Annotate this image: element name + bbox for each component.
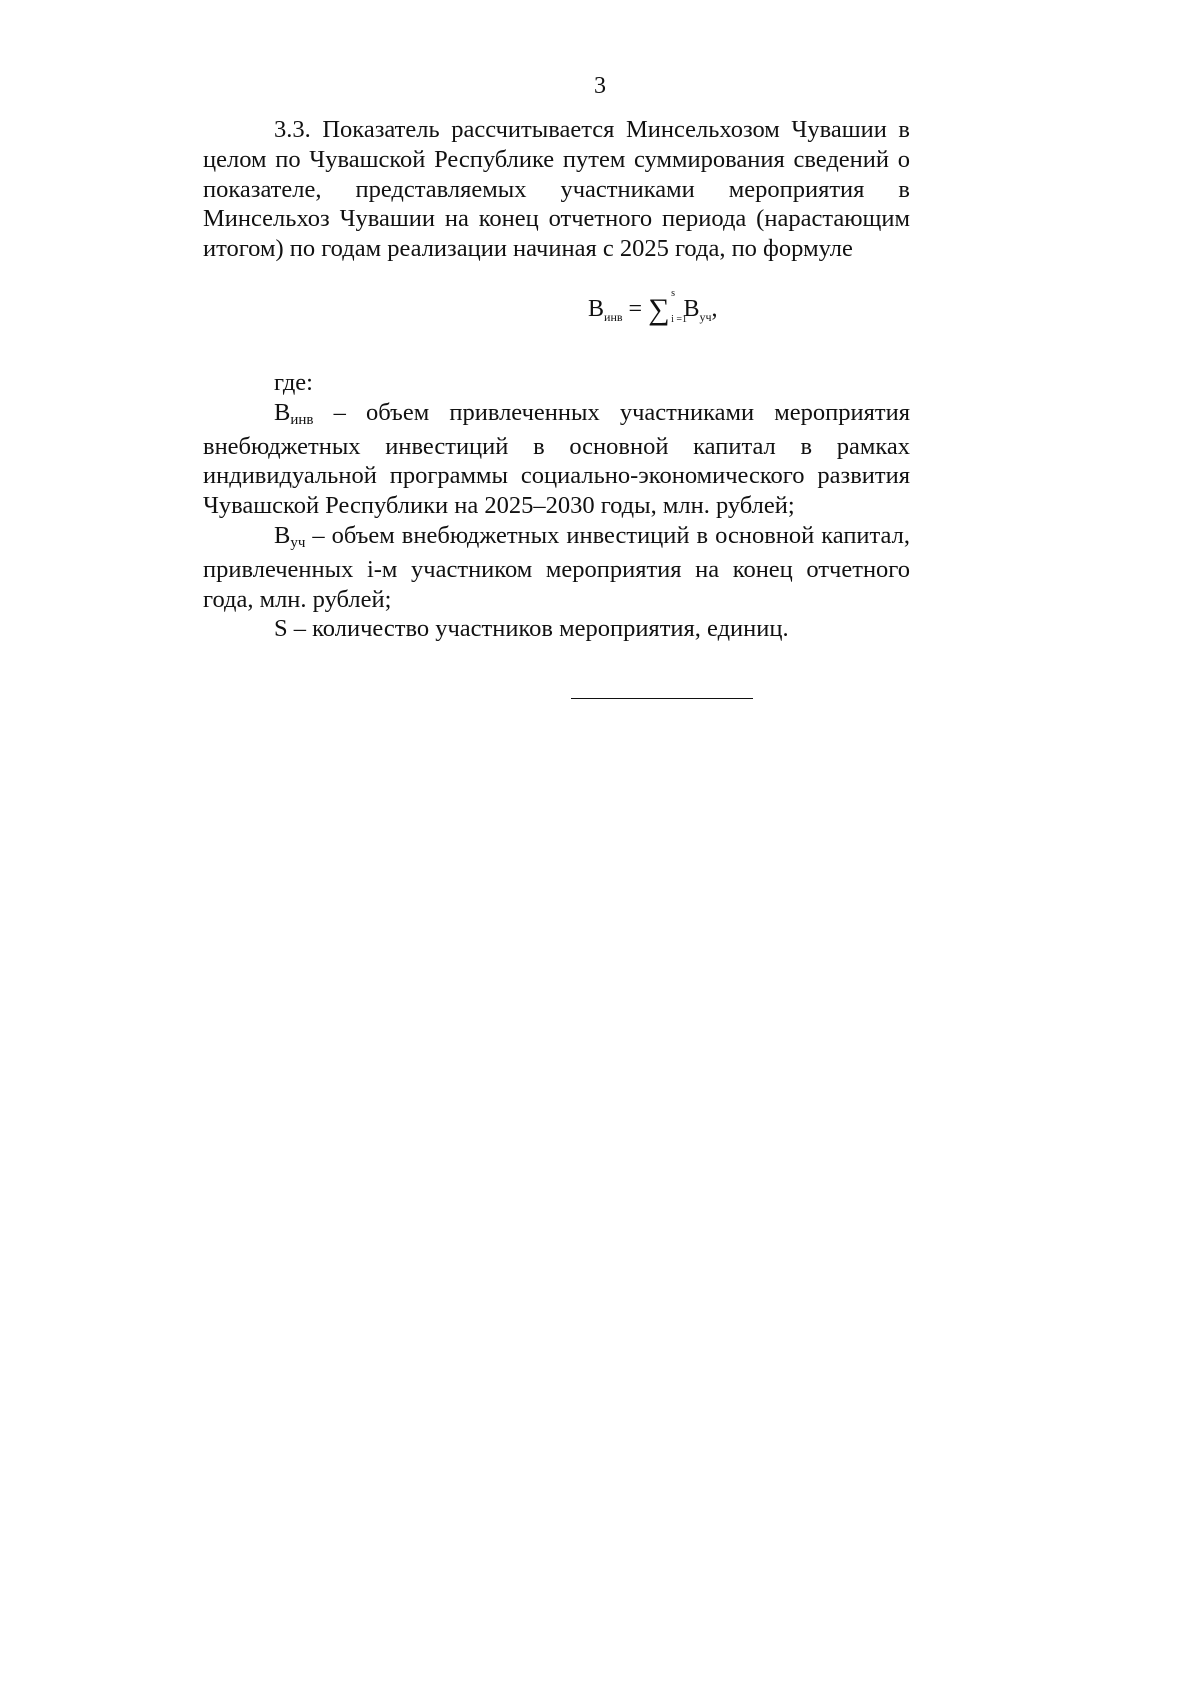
definition-text: – объем внебюджетных инвестиций в основной капитал, привлеченных i-м участником мероприятия на конец отчетного года, млн. рублей; [203, 521, 910, 613]
definition-symbol-subscript: инв [290, 411, 314, 428]
paragraph-line: мых участниками мероприятия в Минсельхоз Чувашии на конец отчетного пе [203, 175, 910, 233]
formula-term: В [683, 295, 700, 322]
definition-symbol: S [274, 615, 288, 643]
formula-term-subscript: уч [699, 309, 712, 324]
definition-symbol-subscript: уч [290, 534, 306, 551]
formula-block [203, 264, 910, 368]
definition-text: – объем привлеченных участниками мероприятия внебюджетных инвестиций в основной капитал в рамках индивидуальной программы социально-экономического развития Чувашской Республики на 2025–2030 годы, млн. рублей; [203, 398, 910, 520]
formula-equals: = [628, 295, 643, 322]
document-body [203, 115, 910, 648]
formula-lhs: В [588, 295, 605, 322]
definition-symbol: В [274, 398, 291, 426]
sum-formula [588, 287, 718, 327]
definition-text: – количество участников мероприятия, единиц. [287, 615, 789, 643]
page-number: 3 [594, 73, 606, 99]
sigma-lower-limit: i =1 [671, 313, 687, 325]
paragraph-line: вашской Республике путем суммирования сведений о показателе, представляе [203, 145, 910, 203]
paragraph-line: муле [803, 235, 853, 263]
definition-symbol: В [274, 521, 291, 549]
paragraph-line: 3.3. Показатель рассчитывается Минсельхозом Чувашии в целом по Чу [203, 116, 910, 173]
paragraph-line: риода (нарастающим итогом) по годам реализации начиная с 2025 года, по фор [203, 205, 910, 263]
end-rule-divider [571, 698, 753, 699]
definition-item [203, 521, 910, 614]
definition-item [203, 398, 910, 521]
formula-trailing: , [711, 295, 718, 322]
formula-lhs-subscript: инв [604, 309, 623, 324]
where-label: где: [274, 368, 313, 396]
calculation-paragraph [203, 115, 910, 264]
sigma-glyph: ∑ [648, 292, 670, 326]
definition-item [203, 614, 910, 648]
sigma-upper-limit: s [671, 287, 675, 299]
sigma-symbol [648, 287, 687, 326]
